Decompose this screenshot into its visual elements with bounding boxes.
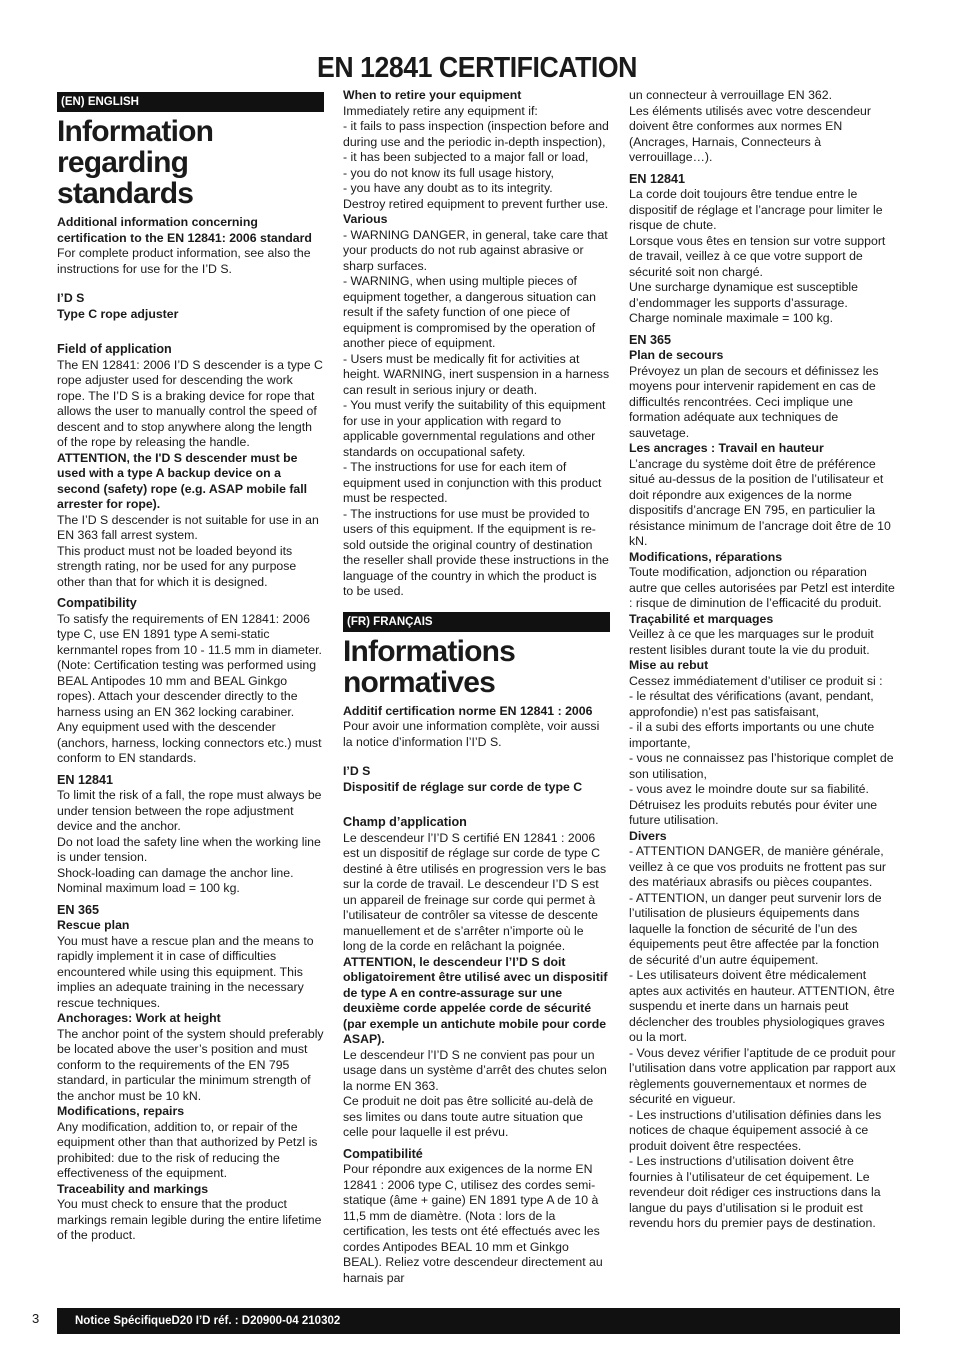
english-compat-text-2: Any equipment used with the descender (anchors, harness, locking connectors etc.) must conform to EN standards.: [57, 720, 322, 765]
english-trace-text: You must check to ensure that the product markings remain legible during the entire lifetime of the product.: [57, 1197, 322, 1242]
french-rescue-text: Prévoyez un plan de secours et définissez les moyens pour intervenir rapidement en cas de difficultés rencontrées. Ceci implique une formation adéquate aux techniques de sauvetage.: [629, 363, 879, 440]
french-field-attention: ATTENTION, le descendeur l’I’D S doit obligatoirement être utilisé avec un dispositif de type A en contre-assurage sur une deuxième corde appelée corde de sécurité (par exemple un antichute mobile pour corde ASAP).: [343, 954, 608, 1046]
french-column-3: [629, 88, 896, 1232]
french-retire-line: - le résultat des vérifications (avant, pendant, approfondie) n’est pas satisfaisant,: [629, 689, 874, 719]
english-compat-title: Compatibility: [57, 596, 137, 610]
english-trace-title: Traceability and markings: [57, 1181, 209, 1196]
english-various-line: - WARNING, when using multiple pieces of equipment together, a dangerous situation can result if the safety function of one piece of equipment is compromised by the operation of another piece of equipment.: [343, 274, 596, 350]
english-field-title: Field of application: [57, 342, 172, 356]
french-heading: Informations normatives: [343, 634, 516, 699]
english-rescue-title: Rescue plan: [57, 918, 130, 932]
english-various-line: - WARNING DANGER, in general, take care that your products do not rub against abrasive or sharp surfaces.: [343, 227, 608, 273]
english-en12841-title: EN 12841: [57, 772, 114, 787]
french-various-line: - ATTENTION, un danger peut survenir lors de l’utilisation de plusieurs équipements dans laquelle la fonction de sécurité de l’un des équipements peut être affectée par la fonction de sécurité d’un autre équipement.: [629, 890, 882, 967]
page-title: EN 12841 CERTIFICATION: [316, 52, 637, 84]
english-retire-line: - it has been subjected to a major fall or load,: [343, 150, 589, 164]
french-anchor-text: L’ancrage du système doit être de préférence situé au-dessus de la position de l’utilisateur et doit répondre aux exigences de la norme dispositifs d’ancrage EN 795, en particulier la résistance minimum de l’ancrage doit être de 10 kN.: [629, 456, 891, 548]
french-compat-text: Pour répondre aux exigences de la norme EN 12841 : 2006 type C, utilisez des cordes semi-statique (âme + gaine) EN 1891 type A de 10 à 11,5 mm de diamètre. (Nota : lors de la certification, les tests ont été effectués avec les cordes Antipodes BEAL 10 mm et Ginkgo BEAL). Reliez votre descendeur directement au harnais par: [343, 1162, 603, 1285]
french-field-text-3: Ce produit ne doit pas être sollicité au-delà de ses limites ou dans toute autre situation que celle pour laquelle il est prévu.: [343, 1094, 594, 1139]
english-field-text-3: This product must not be loaded beyond its strength rating, nor be used for any purpose other than that for which it is designed.: [57, 543, 297, 589]
page-number: 3: [32, 1311, 40, 1326]
english-en365-title: EN 365: [57, 902, 100, 917]
french-modif-title: Modifications, réparations: [629, 549, 783, 564]
french-intro-bold: Additif certification norme EN 12841 : 2006: [343, 703, 593, 718]
english-retire-line: Immediately retire any equipment if:: [343, 103, 538, 118]
english-various-line: - The instructions for use must be provided to users of this equipment. If the equipment is re-sold outside the original country of destination the reseller shall provide these instructions in the language of the country in which the product is to be used.: [343, 506, 609, 598]
french-various-title: Divers: [629, 828, 667, 843]
english-column-1: [57, 88, 324, 1244]
french-field-text-2: Le descendeur l’I’D S ne convient pas pour un usage dans un système d’arrêt des chutes selon la norme EN 363.: [343, 1047, 607, 1093]
french-various-line: - ATTENTION DANGER, de manière générale, veillez à ce que vos produits ne frottent pas sur des matériaux abrasifs ou pièces coupantes.: [629, 844, 887, 889]
french-product-name: I’D S: [343, 764, 371, 778]
french-various-line: - Vous devez vérifier l’aptitude de ce produit pour l’utilisation dans votre application par rapport aux règlements gouvernementaux et normes de sécurité en vigueur.: [629, 1045, 896, 1106]
french-anchor-title: Les ancrages : Travail en hauteur: [629, 441, 824, 455]
english-retire-line: - you do not know its full usage history,: [343, 165, 554, 180]
french-trace-text: Veillez à ce que les marquages sur le produit restent lisibles durant toute la vie du produit.: [629, 627, 874, 657]
french-various-line: - Les instructions d’utilisation doivent être fournies à l’utilisateur de cet équipement. Le revendeur doit rédiger ces instructions dans la langue du pays d’utilisation si le produit est revendu hors du premier pays de destination.: [629, 1154, 881, 1230]
english-intro-bold: Additional information concerning certification to the EN 12841: 2006 standard: [57, 215, 312, 245]
english-rescue-text: You must have a rescue plan and the means to rapidly implement it in case of difficulties encountered while using this equipment. This implies an adequate training in the necessary rescue techniques.: [57, 933, 314, 1010]
english-modif-text: Any modification, addition to, or repair of the equipment other than that authorized by Petzl is prohibited: due to the risk of reducing the effectiveness of the equipment.: [57, 1119, 318, 1180]
english-various-line: - The instructions for use for each item of equipment used in conjunction with this product must be respected.: [343, 460, 602, 505]
french-modif-text: Toute modification, adjonction ou réparation autre que celles autorisées par Petzl est interdite : risque de diminution de l’efficacité du produit.: [629, 565, 895, 610]
french-retire-line: - vous avez le moindre doute sur sa fiabilité.: [629, 782, 869, 796]
english-language-label: (EN) ENGLISH: [57, 92, 324, 112]
english-en12841-text-2: Do not load the safety line when the working line is under tension.: [57, 834, 321, 864]
french-retire-line: - il a subi des efforts importants ou une chute importante,: [629, 720, 875, 750]
english-retire-line: - you have any doubt as to its integrity.: [343, 181, 553, 195]
french-compat-title: Compatibilité: [343, 1146, 423, 1161]
french-various-line: - Les instructions d’utilisation définies dans les notices de chaque équipement associé à ce produit doivent être respectées.: [629, 1107, 882, 1153]
french-en12841-title: EN 12841: [629, 171, 686, 186]
english-modif-title: Modifications, repairs: [57, 1104, 185, 1118]
french-field-title: Champ d’application: [343, 815, 467, 829]
english-various-line: - Users must be medically fit for activities at height. WARNING, inert suspension in a harness can result in serious injury or death.: [343, 351, 610, 397]
french-rescue-title: Plan de secours: [629, 348, 724, 362]
french-intro-text: Pour avoir une information complète, voir aussi la notice d’information l’I’D S.: [343, 719, 600, 749]
french-retire-line: Détruisez les produits rebutés pour éviter une future utilisation.: [629, 797, 878, 827]
english-intro-text: For complete product information, see also the instructions for use for the I’D S.: [57, 246, 311, 276]
english-heading: Information regarding standards: [57, 115, 214, 210]
french-en12841-text-4: Charge nominale maximale = 100 kg.: [629, 311, 834, 325]
english-field-attention: ATTENTION, the I'D S descender must be used with a type A backup device on a second (safety) rope (e.g. ASAP mobile fall arrester for rope).: [57, 450, 308, 511]
french-compat-cont: un connecteur à verrouillage EN 362.: [629, 88, 833, 102]
french-product-type: Dispositif de réglage sur corde de type C: [343, 779, 583, 794]
footer-notice: Notice SpécifiqueD20 I’D réf. : D20900-04 210302: [57, 1308, 900, 1334]
english-en12841-text-4: Nominal maximum load = 100 kg.: [57, 881, 240, 895]
french-en12841-text-2: Lorsque vous êtes en tension sur votre support de travail, veillez à ce que votre support de sécurité soit non chargé.: [629, 233, 886, 279]
french-en12841-text-3: Une surcharge dynamique est susceptible d’endommager les supports d’assurage.: [629, 280, 858, 310]
english-field-text-2: The I’D S descender is not suitable for use in an EN 363 fall arrest system.: [57, 512, 319, 542]
french-retire-line: Cessez immédiatement d’utiliser ce produit si :: [629, 673, 883, 688]
english-en12841-text: To limit the risk of a fall, the rope must always be under tension between the rope adjustment device and the anchor.: [57, 788, 322, 833]
english-anchor-text: The anchor point of the system should preferably be located above the user’s position and must conform to the requirements of the EN 795 standard, in particular the minimum strength of the anchor must be 10 kN.: [57, 1026, 324, 1103]
english-various-line: - You must verify the suitability of this equipment for use in your application with regard to applicable governmental regulations and other standards on occupational safety.: [343, 398, 606, 459]
french-en365-title: EN 365: [629, 332, 672, 347]
english-field-text: The EN 12841: 2006 I’D S descender is a type C rope adjuster used for descending the work rope. The I’D S is a braking device for rope that allows the user to manually control the speed of descent and to stop anywhere along the length of the rope by releasing the handle.: [57, 357, 323, 449]
english-anchor-title: Anchorages: Work at height: [57, 1011, 221, 1025]
french-compat-text-2: Les éléments utilisés avec votre descendeur doivent être conformes aux normes EN (Ancrages, Harnais, Connecteurs à verrouillage…).: [629, 103, 871, 164]
english-product-name: I’D S: [57, 291, 85, 305]
english-en12841-text-3: Shock-loading can damage the anchor line.: [57, 865, 294, 880]
english-compat-text: To satisfy the requirements of EN 12841: 2006 type C, use EN 1891 type A semi-static kernmantel ropes from 10 - 11.5 mm in diameter. (Note: Certification testing was performed using BEAL Antipodes 10 mm and BEAL Ginkgo ropes). Attach your descender directly to the harness using an EN 362 locking carabiner.: [57, 611, 322, 719]
english-product-type: Type C rope adjuster: [57, 306, 179, 321]
column-2: [343, 88, 610, 1286]
french-various-line: - Les utilisateurs doivent être médicalement aptes aux activités en hauteur. ATTENTION, être suspendu et inerte dans un harnais peut déclencher des troubles physiologiques graves ou la mort.: [629, 968, 895, 1044]
french-trace-title: Traçabilité et marquages: [629, 611, 774, 626]
english-retire-line: - it fails to pass inspection (inspection before and during use and the periodic in-depth inspection),: [343, 119, 609, 149]
french-retire-title: Mise au rebut: [629, 658, 709, 672]
english-retire-line: Destroy retired equipment to prevent further use.: [343, 196, 609, 211]
french-field-text: Le descendeur l’I’D S certifié EN 12841 : 2006 est un dispositif de réglage sur corde de type C destiné à être utilisés en progression vers le bas sur la corde de travail. Le descendeur I’D S est un appareil de freinage sur corde qui permet à l’utilisateur de contrôler sa vitesse de descente manuellement et de s’arrêter n’importe où le long de la corde en relâchant la poignée.: [343, 830, 607, 953]
english-various-title: Various: [343, 212, 388, 226]
english-retire-title: When to retire your equipment: [343, 88, 522, 102]
french-en12841-text: La corde doit toujours être tendue entre le dispositif de réglage et l’ancrage pour limiter le risque de chute.: [629, 187, 883, 232]
french-retire-line: - vous ne connaissez pas l’historique complet de son utilisation,: [629, 751, 894, 781]
french-language-label: (FR) FRANÇAIS: [343, 612, 610, 632]
